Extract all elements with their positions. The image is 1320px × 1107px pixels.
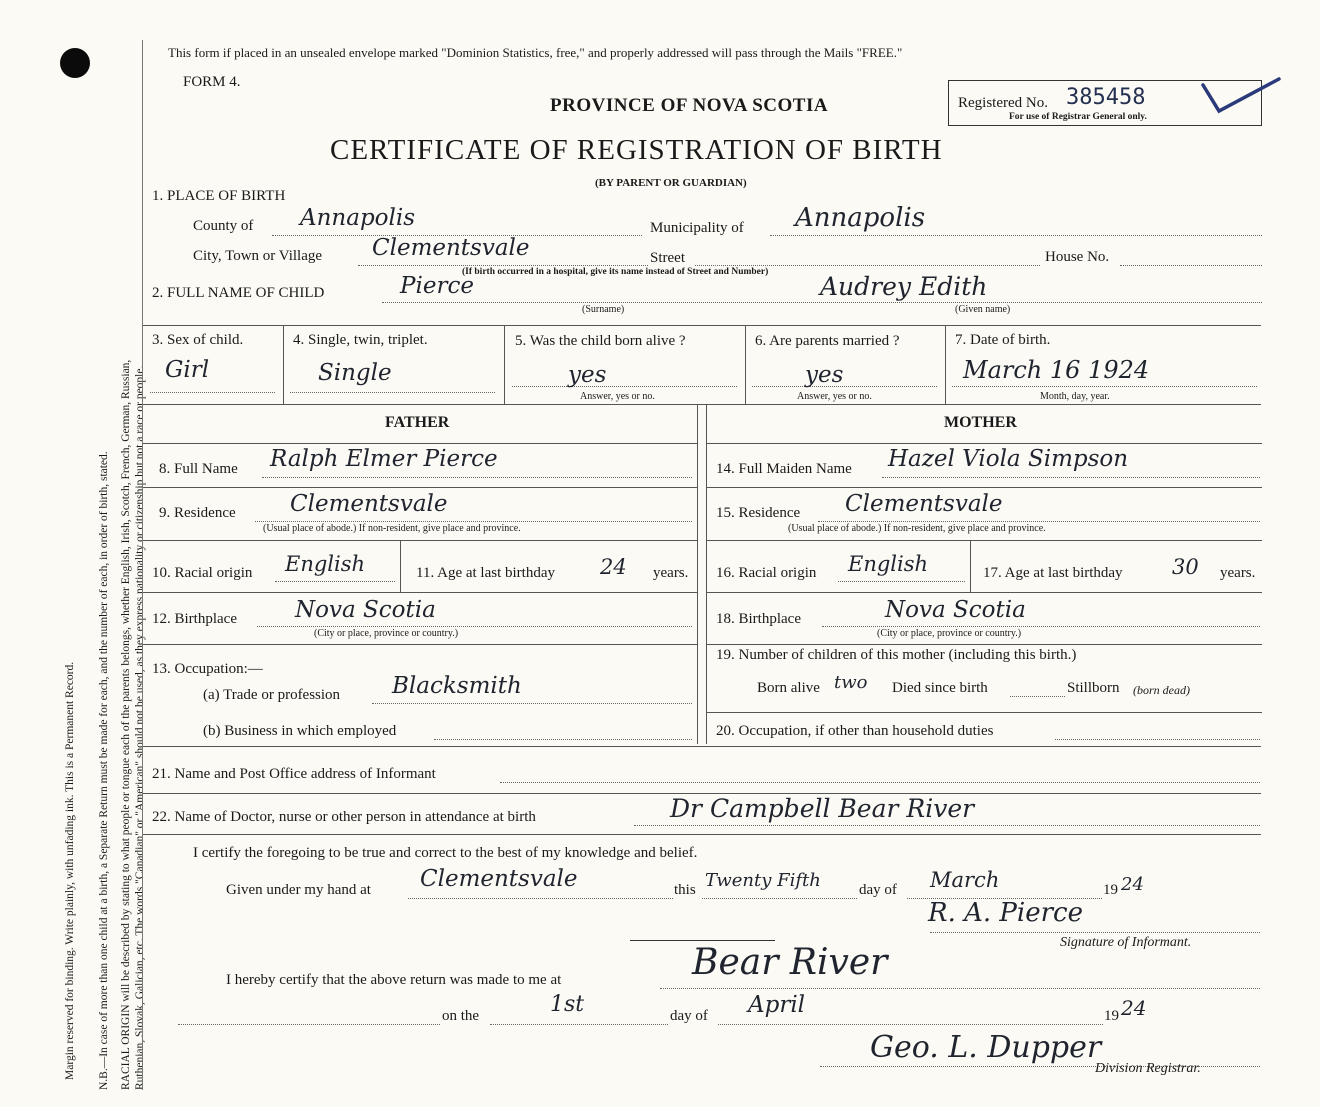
mother-residence-value: Clementsvale	[845, 491, 1003, 517]
father-trade-value: Blacksmith	[392, 673, 522, 699]
mother-name-label: 14. Full Maiden Name	[716, 461, 852, 477]
sex-label: 3. Sex of child.	[152, 332, 244, 348]
parents-married-value: yes	[805, 362, 844, 388]
punch-hole	[60, 48, 90, 78]
mother-age-years: years.	[1220, 565, 1256, 581]
place-of-birth-label: 1. PLACE OF BIRTH	[152, 188, 286, 204]
father-trade-label: (a) Trade or profession	[203, 687, 341, 703]
father-age-value: 24	[600, 555, 627, 579]
mother-racial-origin-label: 16. Racial origin	[716, 565, 817, 581]
city-label: City, Town or Village	[193, 248, 323, 264]
child-given-name: Audrey Edith	[820, 272, 988, 301]
city-value: Clementsvale	[372, 235, 530, 261]
father-residence-caption: (Usual place of abode.) If non-resident, give place and province.	[263, 523, 521, 534]
father-name-label: 8. Full Name	[159, 461, 238, 477]
date-of-birth-value: March 16 1924	[963, 356, 1150, 384]
born-alive-caption: Answer, yes or no.	[580, 391, 655, 402]
given-place-value: Clementsvale	[420, 866, 578, 892]
parents-married-label: 6. Are parents married ?	[755, 333, 900, 349]
informant-address-label: 21. Name and Post Office address of Informant	[152, 766, 436, 782]
informant-signature: R. A. Pierce	[928, 898, 1083, 928]
mother-age-value: 30	[1172, 555, 1199, 579]
mother-residence-caption: (Usual place of abode.) If non-resident, give place and province.	[788, 523, 1046, 534]
date-of-birth-label: 7. Date of birth.	[955, 332, 1051, 348]
sex-value: Girl	[165, 357, 210, 383]
street-label: Street	[650, 250, 685, 266]
registrar-statement: I hereby certify that the above return was made to me at	[226, 972, 562, 988]
mother-children-label: 19. Number of children of this mother (including this birth.)	[716, 647, 1077, 663]
certify-statement: I certify the foregoing to be true and correct to the best of my knowledge and belief.	[193, 845, 698, 861]
father-birthplace-caption: (City or place, province or country.)	[314, 628, 459, 639]
doctor-value: Dr Campbell Bear River	[670, 794, 975, 823]
registered-label: Registered No.	[958, 95, 1048, 111]
father-birthplace-value: Nova Scotia	[295, 597, 436, 623]
father-occupation-label: 13. Occupation:—	[152, 661, 263, 677]
mother-heading: MOTHER	[944, 414, 1017, 431]
date-of-birth-caption: Month, day, year.	[1040, 391, 1110, 402]
margin-nb-note: N.B.—In case of more than one child at a birth, a Separate Return must be made for each, and the number of each, in order of birth, stated.	[98, 451, 110, 1090]
born-alive-value: yes	[568, 362, 607, 388]
stillborn-label: Stillborn	[1067, 680, 1120, 696]
father-age-years: years.	[653, 565, 689, 581]
registrar-signature-caption: Division Registrar.	[1095, 1061, 1201, 1076]
certificate-title: CERTIFICATE OF REGISTRATION OF BIRTH	[330, 134, 943, 166]
born-alive-count-value: two	[834, 672, 868, 693]
father-name-value: Ralph Elmer Pierce	[270, 446, 498, 472]
given-under-hand-label: Given under my hand at	[226, 882, 371, 898]
given-name-caption: (Given name)	[955, 304, 1011, 315]
checkmark-icon	[1195, 75, 1285, 125]
year-prefix: 19	[1103, 882, 1118, 898]
binding-margin-line	[142, 40, 143, 1090]
county-label: County of	[193, 218, 254, 234]
registrar-day-value: 1st	[550, 992, 585, 1017]
registrar-signature: Geo. L. Dupper	[870, 1030, 1102, 1065]
born-alive-label: 5. Was the child born alive ?	[515, 333, 686, 349]
municipality-label: Municipality of	[650, 220, 744, 236]
mother-birthplace-value: Nova Scotia	[885, 597, 1026, 623]
mother-occupation-label: 20. Occupation, if other than household duties	[716, 723, 994, 739]
registrar-place-value: Bear River	[692, 942, 888, 983]
born-alive-count-label: Born alive	[757, 680, 820, 696]
margin-racial-origin-note-2: Ruthenian, Slovak, Galician, etc. The words "Canadian" or "American" should not be used, as they express nationality or citizenship but not a race or people.	[134, 365, 146, 1090]
this-label: this	[674, 882, 696, 898]
on-the-label: on the	[442, 1008, 480, 1024]
father-business-label: (b) Business in which employed	[203, 723, 397, 739]
doctor-label: 22. Name of Doctor, nurse or other person in attendance at birth	[152, 809, 536, 825]
margin-binding-note: Margin reserved for binding. Write plainly, with unfading ink. This is a Permanent Record.	[64, 661, 76, 1080]
day-words-value: Twenty Fifth	[705, 870, 821, 891]
postal-notice: This form if placed in an unsealed envelope marked "Dominion Statistics, free," and properly addressed will pass through the Mails "FREE."	[168, 45, 903, 60]
house-no-label: House No.	[1045, 249, 1110, 265]
province-heading: PROVINCE OF NOVA SCOTIA	[550, 95, 829, 116]
month-value: March	[930, 868, 1000, 892]
day-of-label: day of	[859, 882, 897, 898]
father-residence-value: Clementsvale	[290, 491, 448, 517]
father-racial-origin-label: 10. Racial origin	[152, 565, 253, 581]
mother-racial-origin-value: English	[848, 552, 929, 576]
father-racial-origin-value: English	[285, 552, 366, 576]
county-value: Annapolis	[300, 205, 416, 231]
form-number: FORM 4.	[183, 74, 241, 90]
father-age-label: 11. Age at last birthday	[416, 565, 555, 581]
registrar-year-suffix: 24	[1121, 996, 1147, 1020]
father-heading: FATHER	[385, 414, 450, 431]
certificate-subtitle: (BY PARENT OR GUARDIAN)	[595, 177, 747, 189]
mother-birthplace-caption: (City or place, province or country.)	[877, 628, 1022, 639]
registered-number: 385458	[1066, 85, 1146, 110]
parents-married-caption: Answer, yes or no.	[797, 391, 872, 402]
registrar-month-value: April	[748, 992, 806, 1018]
year-suffix: 24	[1121, 874, 1144, 895]
margin-racial-origin-note: RACIAL ORIGIN will be described by stating to what people or tongue each of the parents belongs, whether English, Irish, Scotch, French, German, Russian,	[120, 359, 132, 1090]
mother-name-value: Hazel Viola Simpson	[888, 446, 1129, 472]
municipality-value: Annapolis	[795, 203, 926, 233]
mother-age-label: 17. Age at last birthday	[983, 565, 1123, 581]
informant-signature-caption: Signature of Informant.	[1060, 935, 1192, 950]
plurality-label: 4. Single, twin, triplet.	[293, 332, 428, 348]
child-surname: Pierce	[400, 273, 474, 299]
father-birthplace-label: 12. Birthplace	[152, 611, 237, 627]
stillborn-note: (born dead)	[1133, 683, 1190, 697]
mother-residence-label: 15. Residence	[716, 505, 801, 521]
died-since-birth-label: Died since birth	[892, 680, 988, 696]
child-name-label: 2. FULL NAME OF CHILD	[152, 285, 325, 301]
surname-caption: (Surname)	[582, 304, 625, 315]
father-residence-label: 9. Residence	[159, 505, 236, 521]
plurality-value: Single	[318, 360, 392, 386]
registrar-day-of-label: day of	[670, 1008, 708, 1024]
registrar-year-prefix: 19	[1104, 1008, 1119, 1024]
registrar-note: For use of Registrar General only.	[1009, 112, 1147, 122]
hospital-note: (If birth occurred in a hospital, give its name instead of Street and Number)	[462, 267, 769, 277]
mother-birthplace-label: 18. Birthplace	[716, 611, 801, 627]
